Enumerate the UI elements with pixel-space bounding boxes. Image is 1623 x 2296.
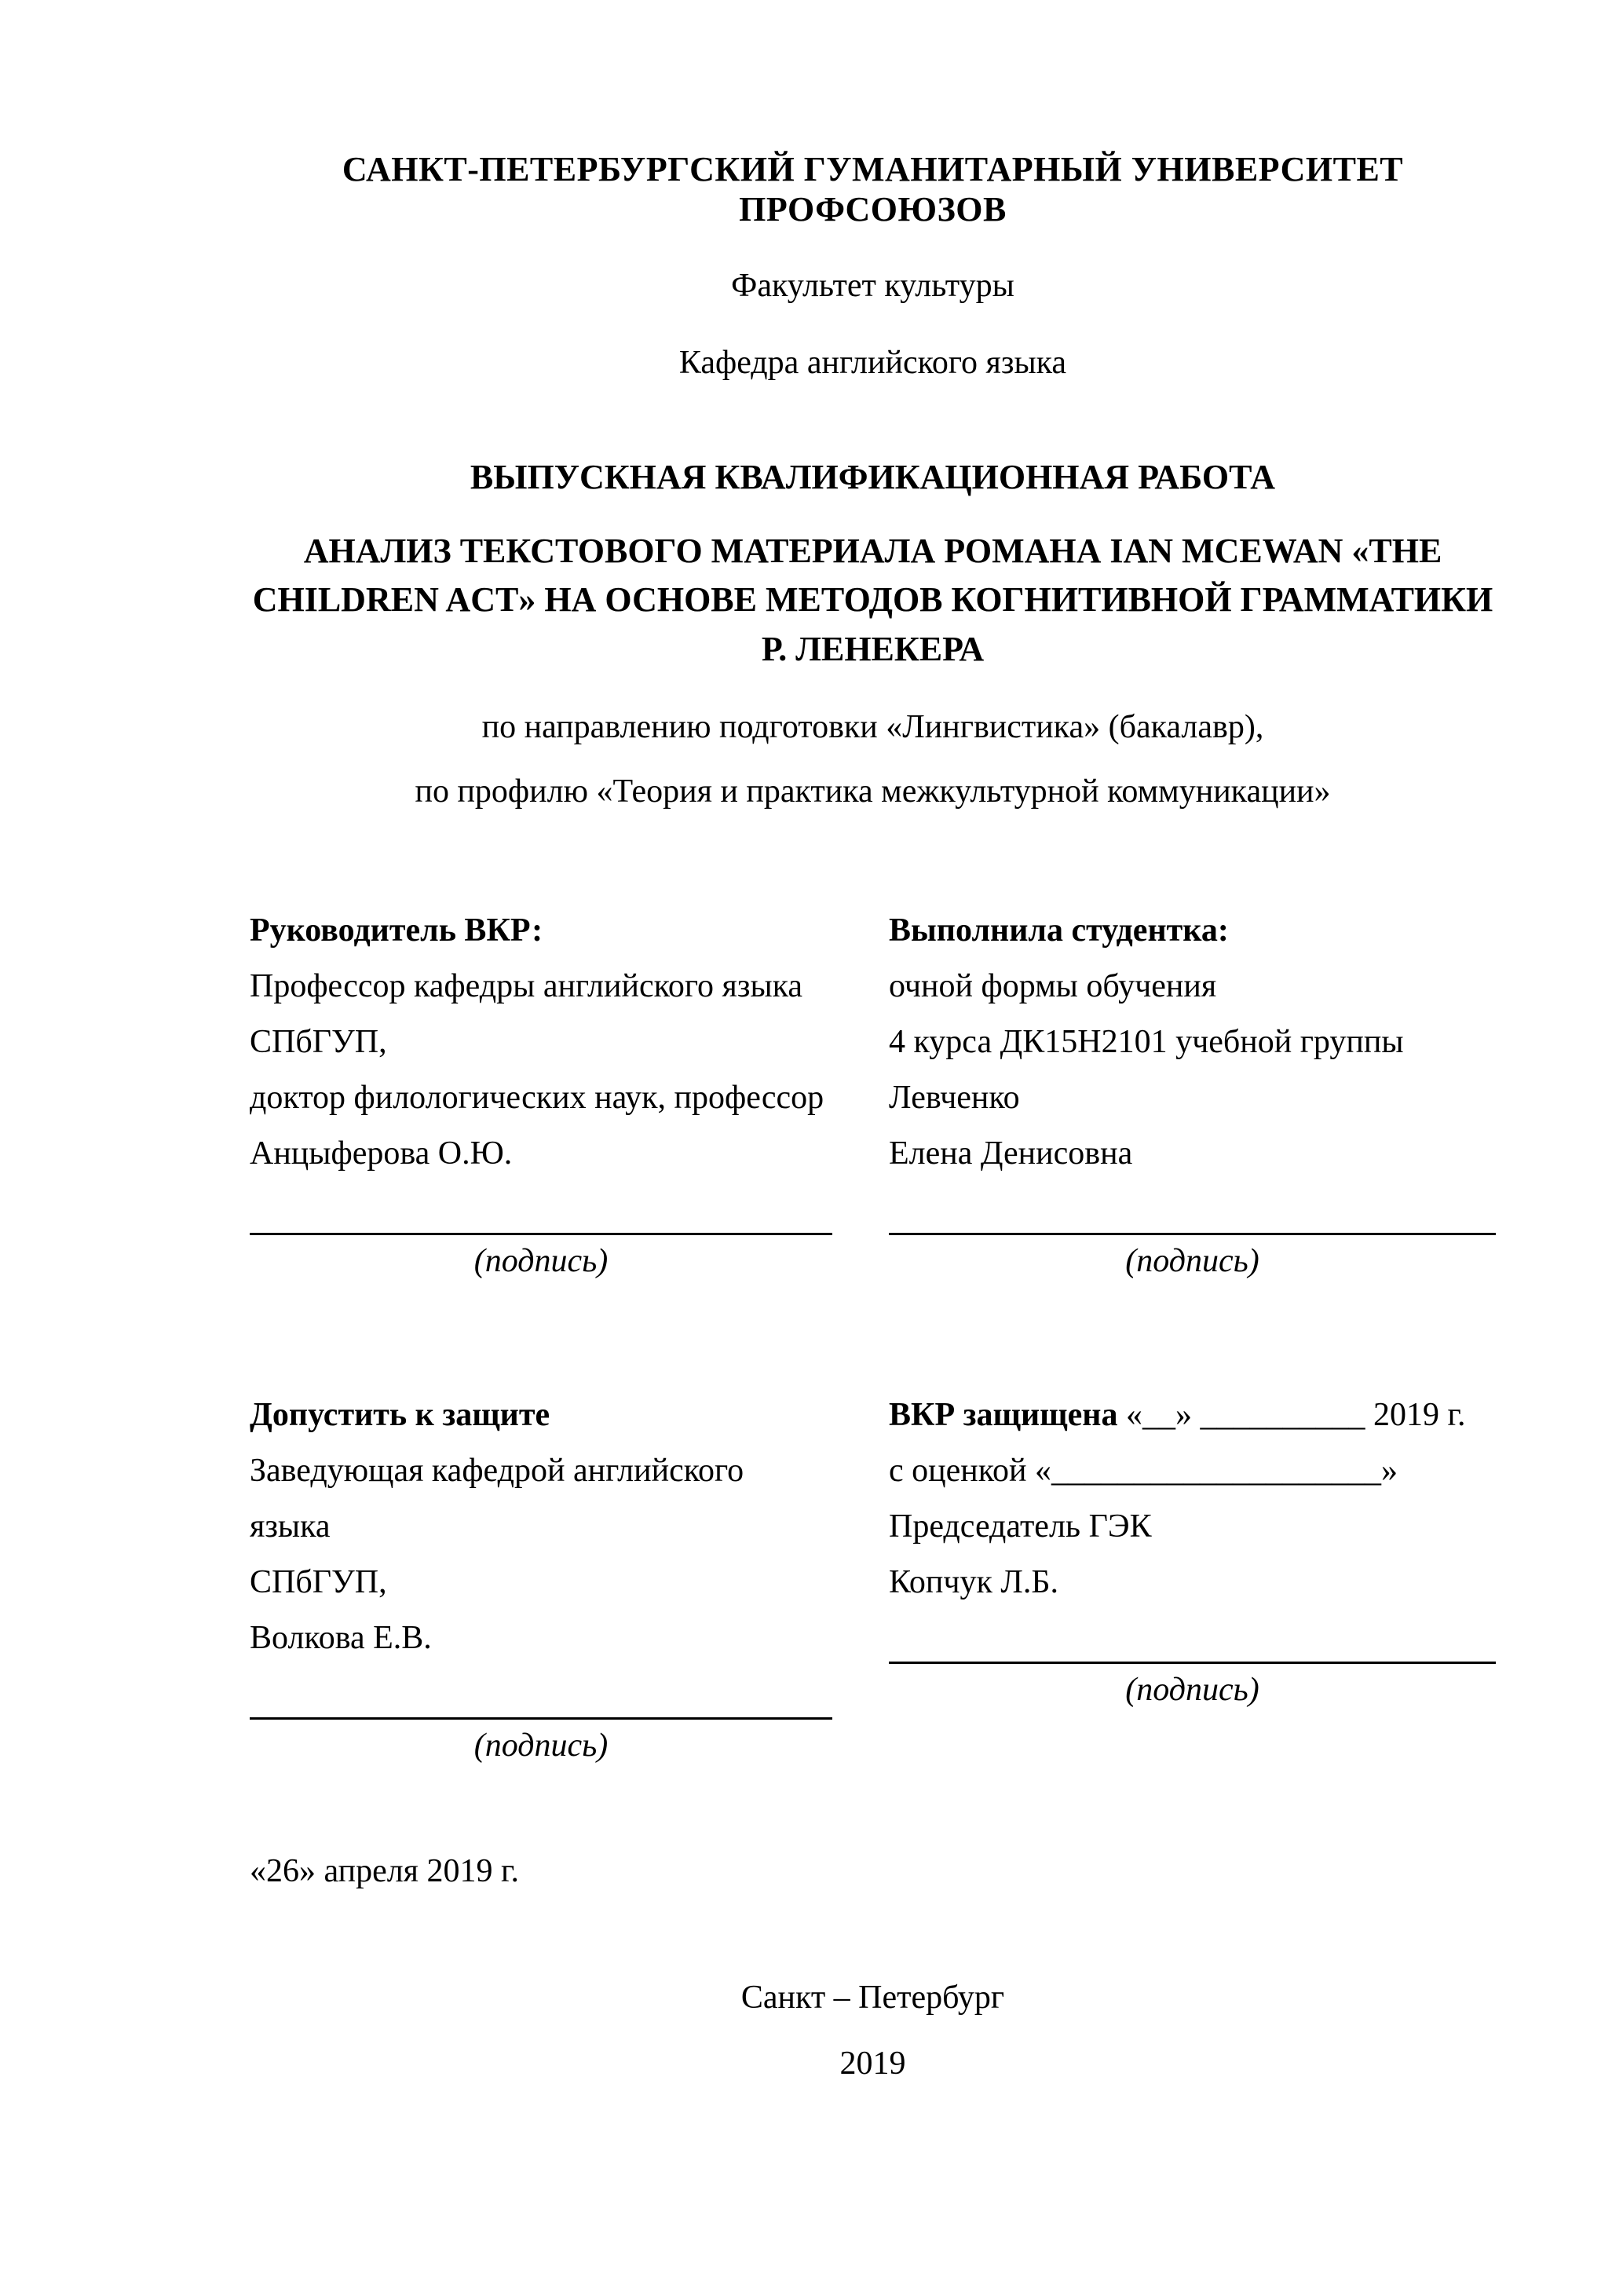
work-type-heading: ВЫПУСКНАЯ КВАЛИФИКАЦИОННАЯ РАБОТА [470, 458, 1276, 496]
profile-line: по профилю «Теория и практика межкультурной коммуникации» [415, 773, 1331, 810]
supervisor-line: доктор филологических наук, профессор [250, 1080, 824, 1117]
admission-defense-section [250, 1387, 1496, 1771]
defense-block [889, 1387, 1496, 1771]
supervisor-block [250, 903, 832, 1287]
defense-date-blank: «__» __________ 2019 г. [1125, 1397, 1466, 1434]
defense-chair-title: Председатель ГЭК [889, 1508, 1152, 1545]
student-line: очной формы обучения [889, 968, 1217, 1005]
supervisor-signature-line [250, 1194, 832, 1235]
student-label: Выполнила студентка: [889, 912, 1229, 949]
student-surname: Левченко [889, 1080, 1020, 1117]
student-signature-caption: (подпись) [1125, 1243, 1259, 1280]
university-name: САНКТ-ПЕТЕРБУРГСКИЙ ГУМАНИТАРНЫЙ УНИВЕРСИТЕТ ПРОФСОЮЗОВ [342, 150, 1404, 229]
footer-block [250, 1979, 1496, 2082]
student-name: Елена Денисовна [889, 1135, 1133, 1172]
defense-date-line [889, 1387, 1496, 1443]
heading-block [250, 149, 1496, 810]
faculty-name: Факультет культуры [731, 268, 1014, 304]
admission-block [250, 1387, 832, 1771]
defense-label: ВКР защищена [889, 1397, 1118, 1434]
admission-label: Допустить к защите [250, 1397, 550, 1434]
student-block [889, 903, 1496, 1287]
supervisor-name: Анцыферова О.Ю. [250, 1135, 513, 1172]
admission-signature-area [250, 1679, 832, 1771]
admission-signature-line [250, 1679, 832, 1720]
admission-name: Волкова Е.В. [250, 1620, 432, 1657]
city: Санкт – Петербург [740, 1980, 1005, 2016]
defense-signature-caption: (подпись) [1125, 1672, 1259, 1709]
supervisor-student-section [250, 903, 1496, 1287]
defense-signature-area [889, 1623, 1496, 1716]
department-name: Кафедра английского языка [678, 345, 1067, 381]
supervisor-signature-area [250, 1194, 832, 1287]
year: 2019 [839, 2046, 906, 2082]
program-line: по направлению подготовки «Лингвистика» (бакалавр), [481, 709, 1264, 746]
admission-line: СПбГУП, [250, 1564, 387, 1601]
supervisor-signature-caption: (подпись) [473, 1243, 609, 1280]
supervisor-label: Руководитель ВКР: [250, 912, 543, 949]
supervisor-line: СПбГУП, [250, 1024, 387, 1061]
defense-grade-line: с оценкой «____________________» [889, 1453, 1398, 1490]
defense-signature-line [889, 1623, 1496, 1664]
student-signature-line [889, 1194, 1496, 1235]
supervisor-line: Профессор кафедры английского языка [250, 968, 803, 1005]
admission-date: «26» апреля 2019 г. [250, 1853, 519, 1890]
admission-signature-caption: (подпись) [473, 1727, 609, 1764]
admission-line: Заведующая кафедрой английского языка [250, 1453, 744, 1545]
student-line: 4 курса ДК15Н2101 учебной группы [889, 1024, 1404, 1061]
thesis-title: АНАЛИЗ ТЕКСТОВОГО МАТЕРИАЛА РОМАНА IAN MCEWAN «THE CHILDREN ACT» НА ОСНОВЕ МЕТОДОВ КОГНИТИВНОЙ ГРАММАТИКИ Р. ЛЕНЕКЕРА [252, 532, 1493, 668]
student-signature-area [889, 1194, 1496, 1287]
defense-chair-name: Копчук Л.Б. [889, 1564, 1059, 1601]
